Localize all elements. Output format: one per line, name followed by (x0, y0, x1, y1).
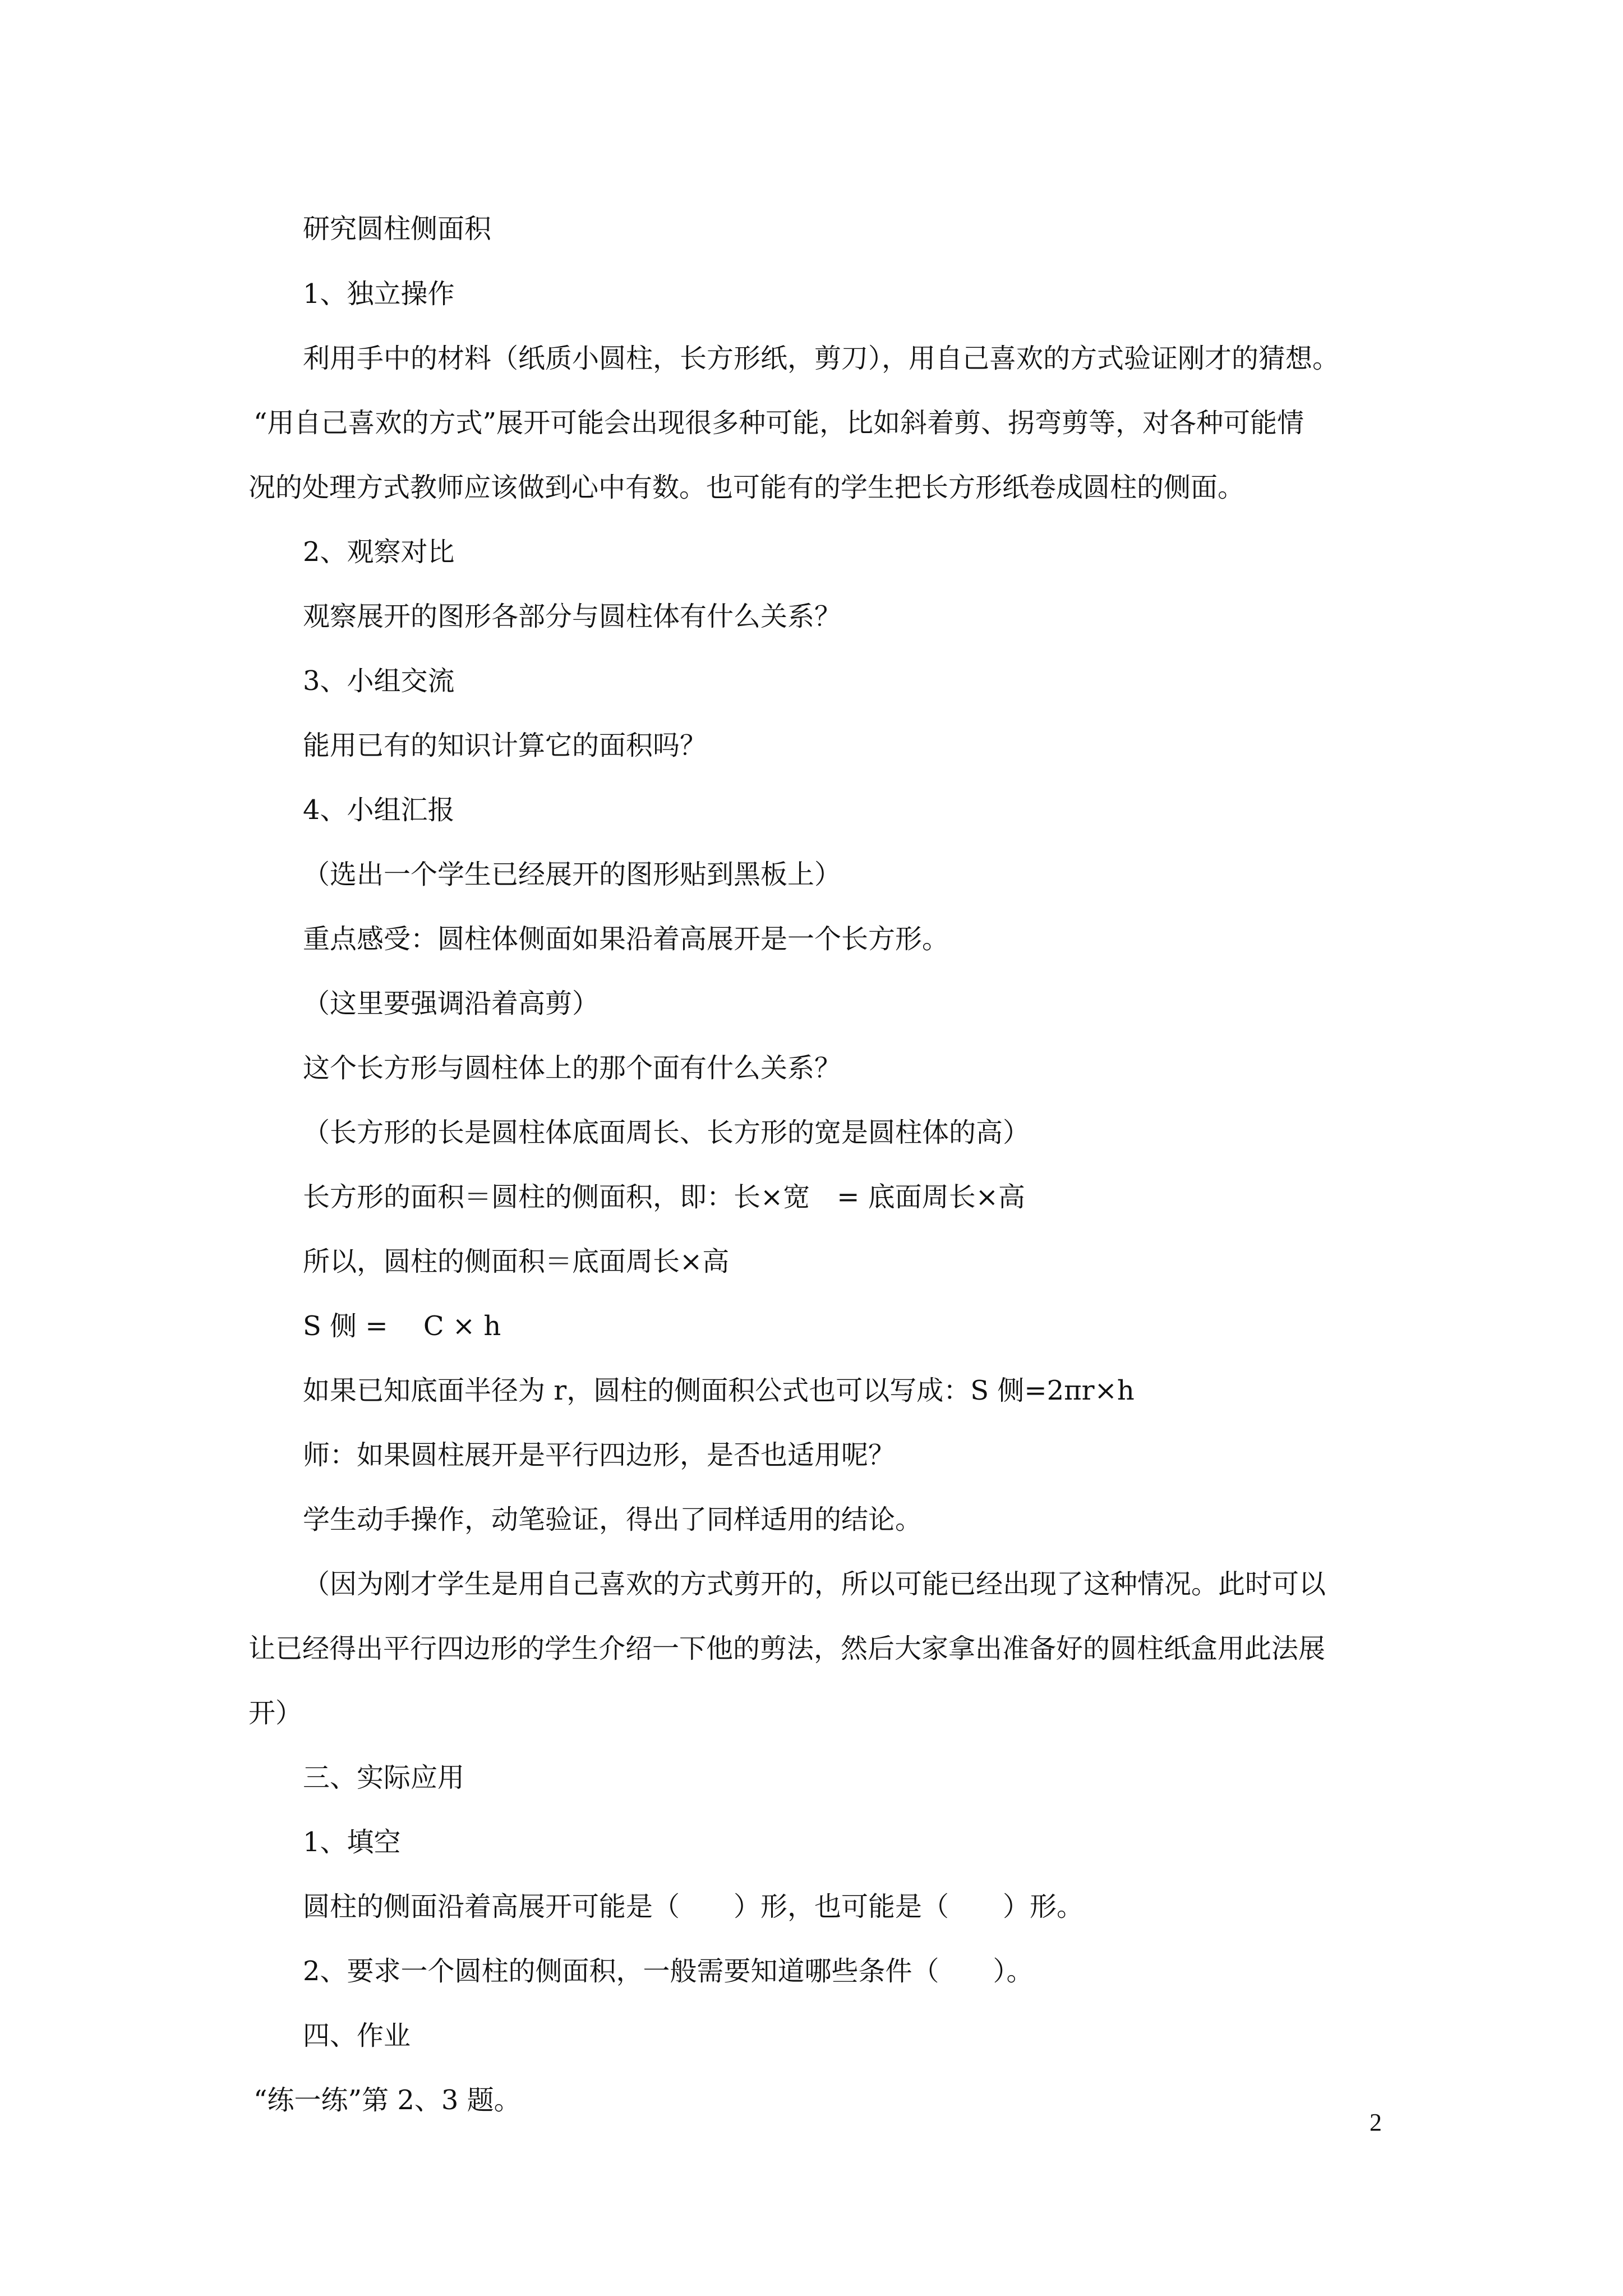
step-heading: 4、小组汇报 (303, 794, 455, 826)
section-heading: 三、实际应用 (303, 1762, 465, 1793)
exercise-line: 2、要求一个圆柱的侧面积，一般需要知道哪些条件（ ）。 (303, 1955, 1034, 1987)
exercise-line: 圆柱的侧面沿着高展开可能是（ ）形，也可能是（ ）形。 (303, 1891, 1084, 1922)
homework-line: “练一练”第 2、3 题。 (253, 2085, 521, 2116)
note-line: （长方形的长是圆柱体底面周长、长方形的宽是圆柱体的高） (303, 1117, 1030, 1148)
note-line: 开） (248, 1697, 303, 1729)
section-heading: 研究圆柱侧面积 (303, 213, 492, 245)
step-heading: 2、观察对比 (303, 536, 455, 568)
formula-line: 所以，圆柱的侧面积＝底面周长×高 (303, 1246, 730, 1277)
note-line: （这里要强调沿着高剪） (303, 988, 600, 1019)
paragraph-line: 能用已有的知识计算它的面积吗？ (303, 730, 707, 761)
formula-line: S 侧 = C × h (303, 1310, 501, 1342)
paragraph-line: 重点感受：圆柱体侧面如果沿着高展开是一个长方形。 (303, 923, 949, 955)
paragraph-line: 师：如果圆柱展开是平行四边形，是否也适用呢？ (303, 1439, 896, 1471)
paragraph-line: “用自己喜欢的方式”展开可能会出现很多种可能，比如斜着剪、拐弯剪等，对各种可能情 (253, 407, 1304, 439)
paragraph-line: 况的处理方式教师应该做到心中有数。也可能有的学生把长方形纸卷成圆柱的侧面。 (248, 472, 1245, 503)
note-line: （选出一个学生已经展开的图形贴到黑板上） (303, 859, 842, 890)
page-number: 2 (1370, 2109, 1382, 2136)
note-line: 让已经得出平行四边形的学生介绍一下他的剪法，然后大家拿出准备好的圆柱纸盒用此法展 (248, 1633, 1326, 1664)
step-heading: 3、小组交流 (303, 665, 455, 697)
paragraph-line: 学生动手操作，动笔验证，得出了同样适用的结论。 (303, 1504, 923, 1535)
step-heading: 1、独立操作 (303, 278, 455, 310)
formula-line: 如果已知底面半径为 r，圆柱的侧面积公式也可以写成：S 侧=2πr×h (303, 1375, 1135, 1406)
paragraph-line: 利用手中的材料（纸质小圆柱，长方形纸，剪刀），用自己喜欢的方式验证刚才的猜想。 (303, 343, 1340, 374)
section-heading: 四、作业 (303, 2020, 411, 2051)
formula-line: 长方形的面积＝圆柱的侧面积，即：长×宽 = 底面周长×高 (303, 1181, 1025, 1213)
note-line: （因为刚才学生是用自己喜欢的方式剪开的，所以可能已经出现了这种情况。此时可以 (303, 1568, 1326, 1600)
step-heading: 1、填空 (303, 1826, 401, 1858)
paragraph-line: 观察展开的图形各部分与圆柱体有什么关系？ (303, 601, 842, 632)
paragraph-line: 这个长方形与圆柱体上的那个面有什么关系？ (303, 1052, 842, 1084)
